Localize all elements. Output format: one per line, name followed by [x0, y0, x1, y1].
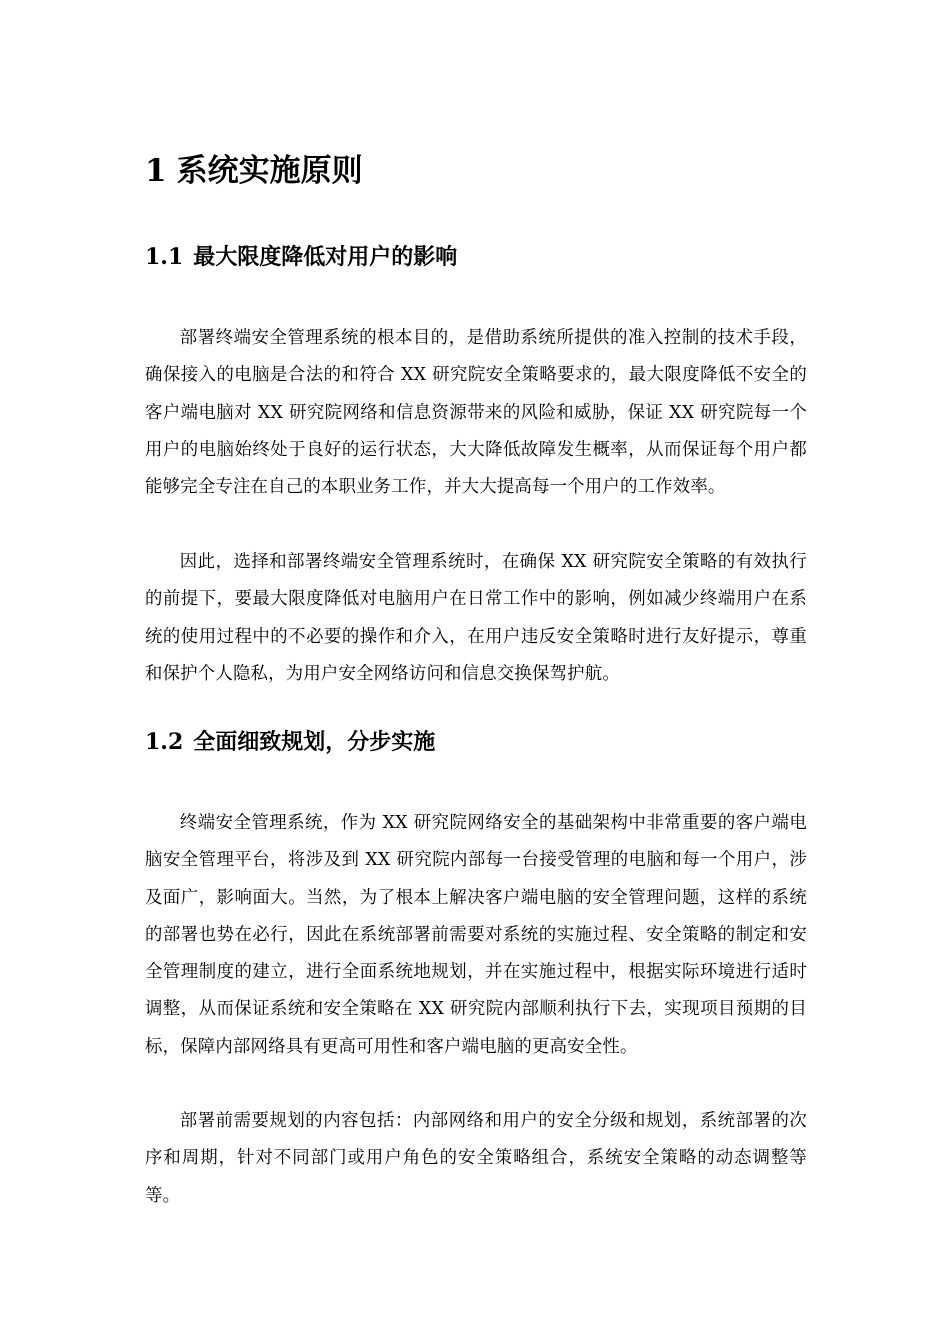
paragraph: 部署前需要规划的内容包括：内部网络和用户的安全分级和规划，系统部署的次序和周期，针对不同部门或用户角色的安全策略组合，系统安全策略的动态调整等等。	[145, 1111, 807, 1206]
section-number: 1.2	[145, 729, 184, 755]
section-number: 1.1	[145, 244, 184, 270]
chapter-heading	[145, 148, 363, 194]
section-title: 最大限度降低对用户的影响	[193, 244, 458, 270]
chapter-number: 1	[145, 153, 167, 189]
paragraph: 因此，选择和部署终端安全管理系统时，在确保 XX 研究院安全策略的有效执行的前提下，要最大限度降低对电脑用户在日常工作中的影响，例如减少终端用户在系统的使用过程中的不必要的操作和介入，在用户违反安全策略时进行友好提示，尊重和保护个人隐私，为用户安全网络访问和信息交换保驾护航。	[145, 552, 807, 684]
chapter-title: 系统实施原则	[176, 153, 363, 189]
section-heading-1-1	[145, 240, 457, 274]
paragraph: 部署终端安全管理系统的根本目的，是借助系统所提供的准入控制的技术手段，确保接入的电脑是合法的和符合 XX 研究院安全策略要求的，最大限度降低不安全的客户端电脑对 XX 研究院网络和信息资源带来的风险和威胁，保证 XX 研究院每一个用户的电脑始终处于良好的运行状态，大大降低故障发生概率，从而保证每个用户都能够完全专注在自己的本职业务工作，并大大提高每一个用户的工作效率。	[145, 328, 807, 498]
paragraph: 终端安全管理系统，作为 XX 研究院网络安全的基础架构中非常重要的客户端电脑安全管理平台，将涉及到 XX 研究院内部每一台接受管理的电脑和每一个用户，涉及面广，影响面大。当然，为了根本上解决客户端电脑的安全管理问题，这样的系统的部署也势在必行，因此在系统部署前需要对系统的实施过程、安全策略的制定和安全管理制度的建立，进行全面系统地规划，并在实施过程中，根据实际环境进行适时调整，从而保证系统和安全策略在 XX 研究院内部顺利执行下去，实现项目预期的目标，保障内部网络具有更高可用性和客户端电脑的更高安全性。	[145, 813, 807, 1057]
section-heading-1-2	[145, 725, 435, 759]
section-title: 全面细致规划，分步实施	[193, 729, 436, 755]
